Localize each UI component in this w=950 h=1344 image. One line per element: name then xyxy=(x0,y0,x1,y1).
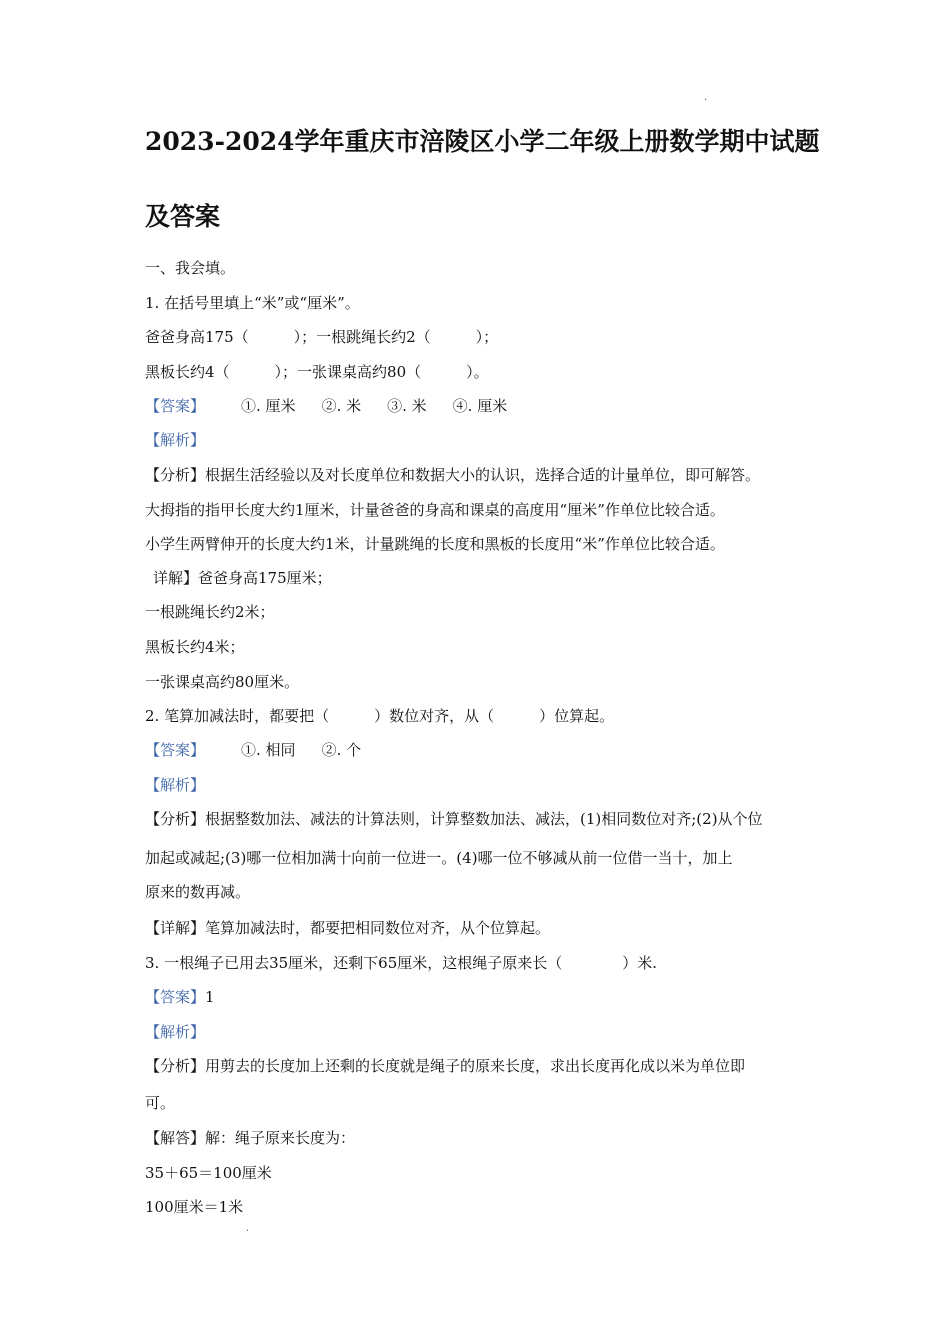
q1-detail-line4: 一张课桌高约80厘米。 xyxy=(145,673,300,691)
question-3: 3. 一根绳子已用去35厘米，还剩下65厘米，这根绳子原来长（ ）米. xyxy=(145,954,658,972)
q1-answer-row xyxy=(145,396,507,416)
answer-label: 【答案】 xyxy=(145,741,206,759)
q3-solution-line1: 【解答】解：绳子原来长度为： xyxy=(145,1129,356,1147)
q1-detail-line1: 详解】爸爸身高175厘米； xyxy=(153,569,332,587)
q1-detail-line2: 一根跳绳长约2米； xyxy=(145,603,275,621)
bottom-dot-mark: · xyxy=(246,1226,250,1237)
q1-analysis-line2: 大拇指的指甲长度大约1厘米，计量爸爸的身高和课桌的高度用“厘米”作单位比较合适。 xyxy=(145,501,725,519)
answer-label: 【答案】 xyxy=(145,397,206,415)
q2-analysis-line1: 【分析】根据整数加法、减法的计算法则，计算整数加法、减法，(1)相同数位对齐;(2)从个位 xyxy=(145,810,763,828)
q2-answer-1: ①. 相同 xyxy=(241,741,296,759)
q3-analysis-label: 【解析】 xyxy=(145,1023,206,1041)
question-1-part-b: 黑板长约4（ ）；一张课桌高约80（ ）。 xyxy=(145,363,489,381)
q1-answer-4: ④. 厘米 xyxy=(452,397,508,415)
section-heading: 一、我会填。 xyxy=(145,259,236,277)
q2-answer-2: ②. 个 xyxy=(321,741,362,759)
q3-answer-row xyxy=(145,987,215,1007)
q1-analysis-line1: 【分析】根据生活经验以及对长度单位和数据大小的认识，选择合适的计量单位，即可解答。 xyxy=(145,466,761,484)
question-1-part-a: 爸爸身高175（ ）；一根跳绳长约2（ ）； xyxy=(145,328,499,346)
q2-answer-row xyxy=(145,740,361,760)
answer-label: 【答案】 xyxy=(145,988,206,1006)
q2-detail: 【详解】笔算加减法时，都要把相同数位对齐，从个位算起。 xyxy=(145,919,551,937)
q2-analysis-label: 【解析】 xyxy=(145,776,206,794)
q1-answer-3: ③. 米 xyxy=(387,397,427,415)
q3-analysis-line1: 【分析】用剪去的长度加上还剩的长度就是绳子的原来长度，求出长度再化成以米为单位即 xyxy=(145,1057,746,1075)
doc-title-line1: 2023-2024学年重庆市涪陵区小学二年级上册数学期中试题 xyxy=(145,127,820,156)
question-1: 1. 在括号里填上“米”或“厘米”。 xyxy=(145,294,360,312)
q3-analysis-line2: 可。 xyxy=(145,1094,176,1112)
q2-analysis-line2: 加起或减起;(3)哪一位相加满十向前一位进一。(4)哪一位不够减从前一位借一当十，加上 xyxy=(145,849,733,867)
q3-solution-line3: 100厘米＝1米 xyxy=(145,1198,244,1216)
top-dot-mark: · xyxy=(704,95,708,106)
question-2: 2. 笔算加减法时，都要把（ ）数位对齐，从（ ）位算起。 xyxy=(145,707,615,725)
q1-analysis-label: 【解析】 xyxy=(145,431,206,449)
q1-answer-1: ①. 厘米 xyxy=(241,397,296,415)
q3-answer: 1 xyxy=(205,988,215,1006)
q1-answer-2: ②. 米 xyxy=(321,397,362,415)
q2-analysis-line3: 原来的数再减。 xyxy=(145,883,251,901)
q3-solution-line2: 35＋65＝100厘米 xyxy=(145,1164,272,1182)
q1-detail-line3: 黑板长约4米； xyxy=(145,638,245,656)
q1-analysis-line3: 小学生两臂伸开的长度大约1米，计量跳绳的长度和黑板的长度用“米”作单位比较合适。 xyxy=(145,535,725,553)
doc-title-line2: 及答案 xyxy=(145,202,221,231)
